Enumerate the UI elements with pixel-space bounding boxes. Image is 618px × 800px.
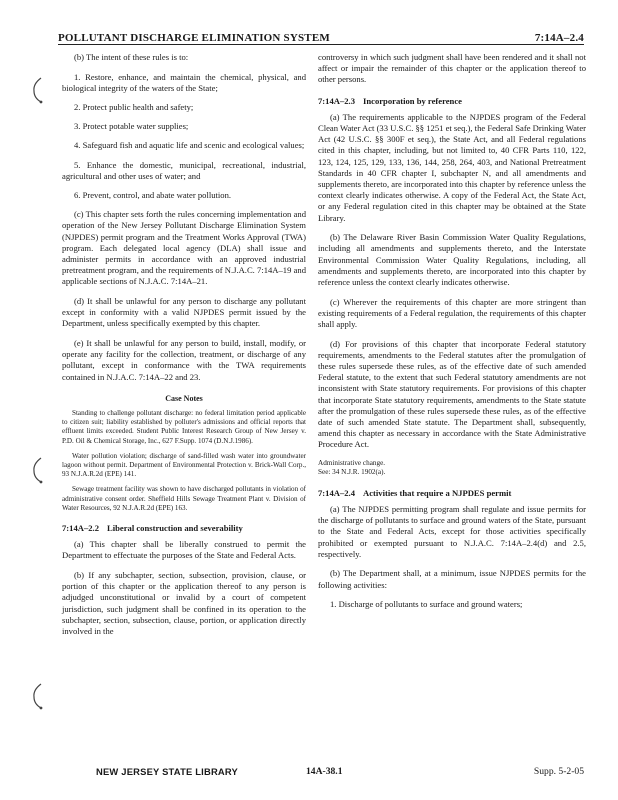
sec-2-4-paragraph-a: (a) The NJPDES permitting program shall regulate and issue permits for the discharge of pollutants to surface and ground waters of the State, pursuant to the State and Federal Acts, except for those activities specifically prohibited or exempted pursuant to N.J.A.C. 7:14A–2.4(d) and 2.5, respectively. [318,504,586,559]
intent-item-1: 1. Restore, enhance, and maintain the chemical, physical, and biological integrity of the waters of the State; [62,71,306,93]
paragraph-c: (c) This chapter sets forth the rules concerning implementation and operation of the New Jersey Pollutant Discharge Elimination System (NJPDES) permit program and the Treatment Works Approval (TWA) program. Each delegated local agency (DLA) shall issue and administer permits in accordance with an approved industrial pretreatment program, and the requirements of N.J.A.C. 7:14A–19 and applicable sections of N.J.A.C. 7:14A–21. [62,209,306,287]
section-number: 7:14A–2.2 [62,523,99,534]
margin-bracket-mark [30,456,44,486]
intent-intro: (b) The intent of these rules is to: [74,52,189,62]
sec-2-2-paragraph-a: (a) This chapter shall be liberally construed to permit the Department to effectuate the purposes of the State and Federal Acts. [62,539,306,561]
intent-item-5: 5. Enhance the domestic, municipal, recreational, industrial, agricultural and other uses of water; and [62,159,306,181]
case-notes-heading: Case Notes [165,393,203,403]
intent-item-3: 3. Protect potable water supplies; [74,121,189,132]
page-number: 14A-38.1 [306,766,343,777]
continuation-paragraph: controversy in which such judgment shall have been rendered and it shall not affect or impair the remainder of this chapter or the application thereof to other persons. [318,52,586,85]
section-number: 7:14A–2.4 [318,487,355,498]
library-stamp: NEW JERSEY STATE LIBRARY [96,766,238,777]
sec-2-3-paragraph-d: (d) For provisions of this chapter that incorporate Federal statutory requirements, amendments to the Federal statutes after the promulgation of these rules supersede these rules, as of the effective date of such amended Federal statute, to the extent that such Federal statutory amendments are not inconsistent with State statutory requirements. For provisions of this chapter that incorporate State statutory requirements, amendments to the State statute after the promulgation of these rules supersede these rules, as of the effective date of such amended State statute. The Department shall, subsequently, amend this chapter as necessary in accordance with the State Administrative Procedure Act. [318,338,586,450]
header-title: POLLUTANT DISCHARGE ELIMINATION SYSTEM [58,32,330,44]
case-note-3: Sewage treatment facility was shown to have discharged pollutants in violation of administrative consent order. Sheffield Hills Sewage Treatment Plant v. Division of Water Resources, 92 N.J.A.R.2d (EPE) 163. [62,485,306,512]
section-title: Activities that require a NJPDES permit [363,487,512,498]
right-column [318,52,586,619]
case-note-2: Water pollution violation; discharge of sand-filled wash water into groundwater lagoon without permit. Department of Environmental Protection v. Brick-Wall Corp., 93 N.J.A.R.2d (EPE) 141. [62,451,306,479]
sec-2-3-paragraph-b: (b) The Delaware River Basin Commission Water Quality Regulations, including all amendments and supplements thereto, and the Interstate Environmental Commission Water Quality Regulations, including, all amendments and supplements thereto, are incorporated into this chapter by reference unless the context clearly indicates otherwise. [318,232,586,288]
section-heading-2-3 [318,96,586,107]
margin-bracket-mark [30,682,44,712]
admin-see: See: 34 N.J.R. 1902(a). [318,468,386,477]
section-title: Incorporation by reference [363,95,462,106]
sec-2-2-paragraph-b: (b) If any subchapter, section, subsection, provision, clause, or portion of this chapter or the application thereof to any person is adjudged unconstitutional or invalid by a court of competent jurisdiction, such judgment shall be confined in its operation to the subchapter, section, subsection, clause, portion, or application directly involved in the [62,570,306,637]
admin-change-note [318,459,586,478]
section-heading-2-2 [62,523,306,534]
sec-2-4-paragraph-b: (b) The Department shall, at a minimum, issue NJPDES permits for the following activities: [318,568,586,590]
section-heading-2-4 [318,488,586,499]
section-title: Liberal construction and severability [107,523,243,534]
supplement-date: Supp. 5-2-05 [533,766,584,777]
sec-2-3-paragraph-a: (a) The requirements applicable to the NJPDES program of the Federal Clean Water Act (33 U.S.C. §§ 1251 et seq.), the Federal Safe Drinking Water Act (42 U.S.C. §§ 300F et seq.), the State Act, and all Federal regulations cited in this chapter, including, but not limited to, 40 CFR Parts 110, 122, 123, 124, 125, 129, 133, 136, 144, 258, 264, 403, and National Pretreatment Standards in 40 CFR chapter I, subchapter N, and all amendments and supplements thereto, are incorporated into this chapter by reference unless the context clearly indicates otherwise. A copy of the Federal Act, the State Act, or any Federal regulation cited in this chapter may be obtained at the State Library. [318,111,586,223]
intent-item-4: 4. Safeguard fish and aquatic life and scenic and ecological values; [74,140,305,151]
paragraph-e: (e) It shall be unlawful for any person to build, install, modify, or operate any facility for the collection, treatment, or discharge of any pollutant, except in conformance with the TWA requirements contained in N.J.A.C. 7:14A–22 and 23. [62,338,306,382]
intent-item-6: 6. Prevent, control, and abate water pollution. [74,190,232,201]
left-column [62,52,306,646]
sec-2-4-item-1: 1. Discharge of pollutants to surface and ground waters; [330,599,523,610]
intent-item-2: 2. Protect public health and safety; [74,102,194,112]
page-footer [58,766,584,780]
paragraph-d: (d) It shall be unlawful for any person to discharge any pollutant except in conformity with a valid NJPDES permit issued by the Department, unless specifically exempted by this chapter. [62,296,306,329]
running-header [58,26,584,44]
header-section: 7:14A–2.4 [534,32,584,44]
section-number: 7:14A–2.3 [318,95,355,106]
sec-2-3-paragraph-c: (c) Wherever the requirements of this chapter are more stringent than existing requirements of a Federal regulation, the requirements of this chapter shall apply. [318,296,586,330]
admin-change: Administrative change. [318,459,386,468]
case-note-1: Standing to challenge pollutant discharge: no federal limitation period applicable to citizen suit; liability established by polluter's admissions and official reports that effluent limits exceeded. Student Public Interest Research Group of New Jersey v. P.D. Oil & Chemical Storage, Inc., 627 F.Supp. 1074 (D.N.J.1986). [62,409,306,445]
header-rule [58,44,584,45]
margin-bracket-mark [30,76,44,106]
